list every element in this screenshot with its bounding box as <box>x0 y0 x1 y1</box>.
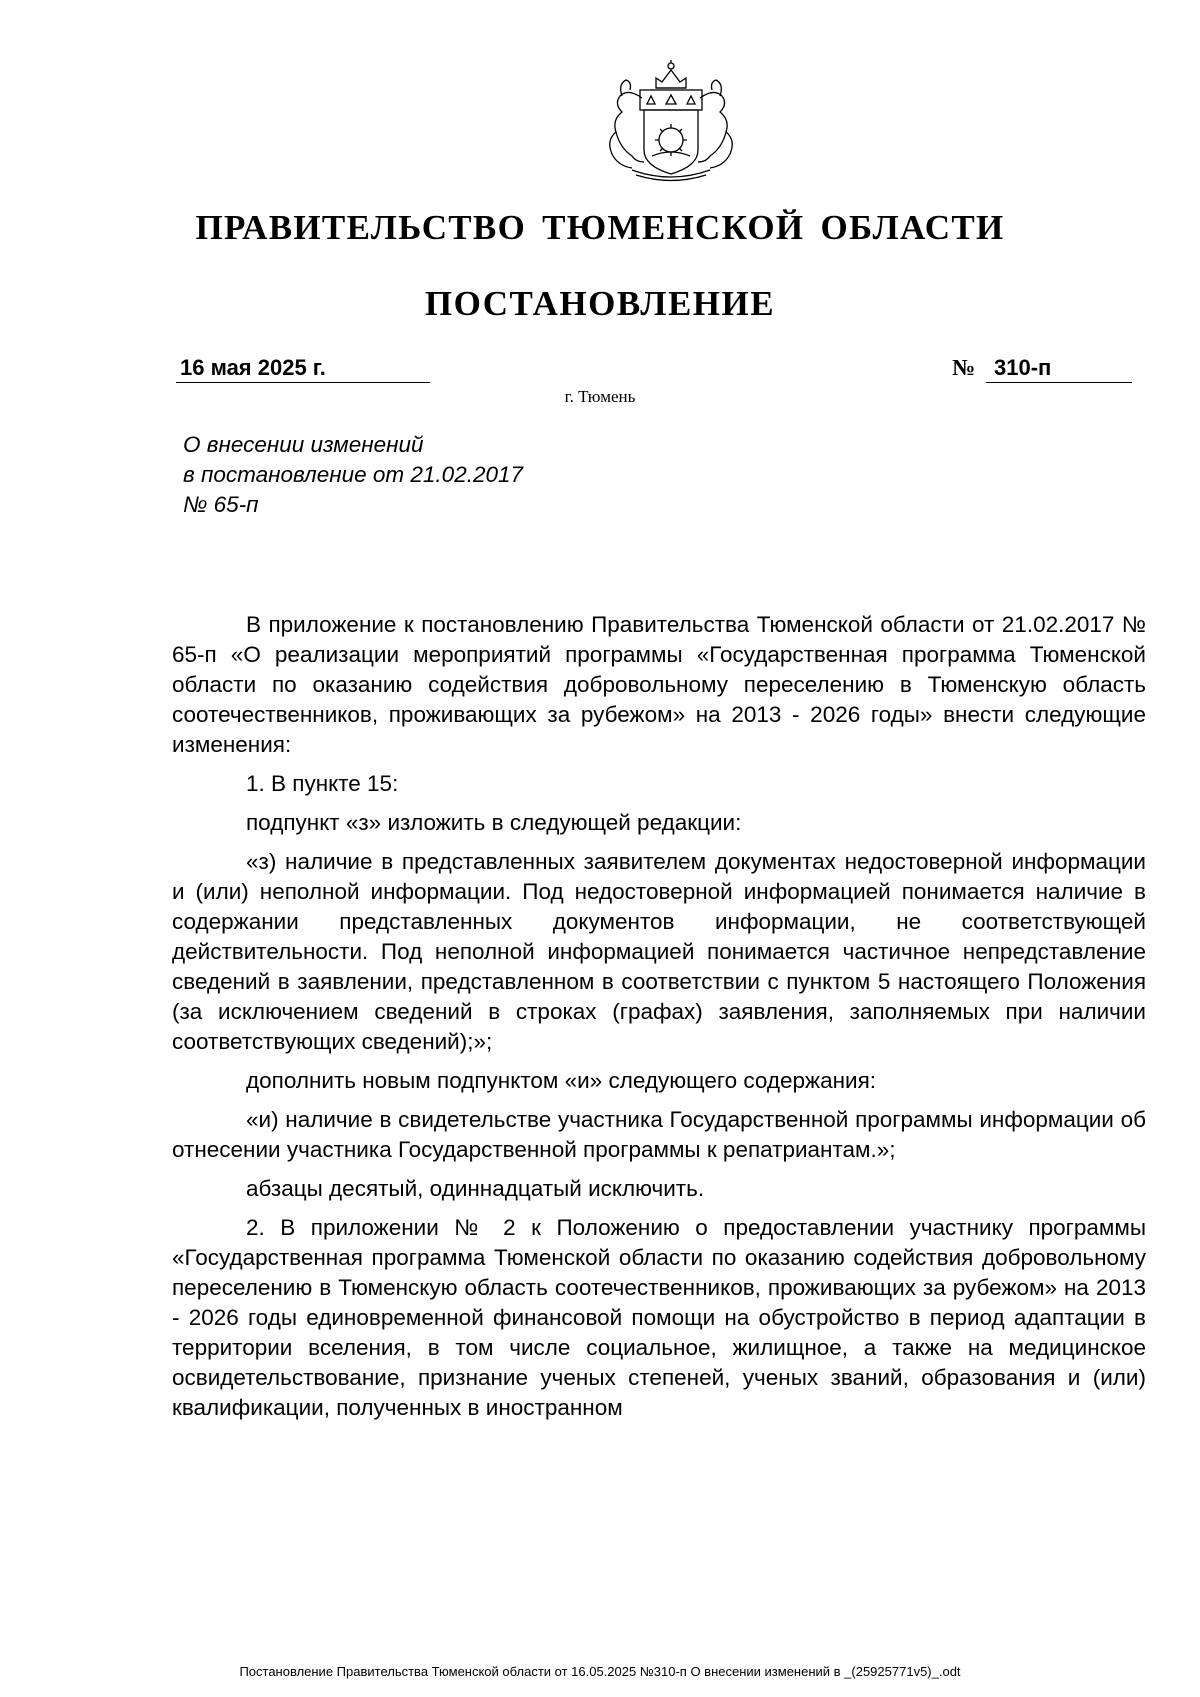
body-paragraph: 1. В пункте 15: <box>246 771 399 796</box>
page-footer: Постановление Правительства Тюменской области от 16.05.2025 №310-п О внесении изменений в _(25925771v5)_.odt <box>239 1664 961 1679</box>
body-paragraph: подпункт «з» изложить в следующей редакции: <box>246 810 742 835</box>
organization-title: ПРАВИТЕЛЬСТВО ТЮМЕНСКОЙ ОБЛАСТИ <box>195 208 1005 247</box>
body-paragraph: дополнить новым подпунктом «и» следующего содержания: <box>246 1068 877 1093</box>
body-paragraph: В приложение к постановлению Правительства Тюменской области от 21.02.2017 № 65-п «О реализации мероприятий программы «Государственная программа Тюменской области по оказанию содействия добровольному переселению в Тюменскую область соотечественников, проживающих за рубежом» на 2013 - 2026 годы» внести следующие изменения: <box>172 612 1146 757</box>
document-type-heading: ПОСТАНОВЛЕНИЕ <box>424 284 776 323</box>
subject-line: в постановление от 21.02.2017 <box>183 462 524 487</box>
city-label: г. Тюмень <box>564 387 636 406</box>
document-body <box>172 610 1146 1423</box>
document-date: 16 мая 2025 г. <box>180 355 326 380</box>
number-sign: № <box>952 355 976 380</box>
coat-of-arms-emblem <box>592 58 750 186</box>
body-paragraph: «з) наличие в представленных заявителем документах недостоверной информации и (или) неполной информации. Под недостоверной информацией понимается наличие в содержании представленных документов информации, не соответствующей действительности. Под неполной информацией понимается частичное непредставление сведений в заявлении, представленном в соответствии с пунктом 5 настоящего Положения (за исключением сведений в строках (графах) заявления, заполняемых при наличии соответствующих сведений);»; <box>172 849 1146 1054</box>
body-paragraph: абзацы десятый, одиннадцатый исключить. <box>246 1176 705 1201</box>
body-paragraph: 2. В приложении № 2 к Положению о предоставлении участнику программы «Государственная программа Тюменской области по оказанию содействия добровольному переселению в Тюменскую область соотечественников, проживающих за рубежом» на 2013 - 2026 годы единовременной финансовой помощи на обустройство в период адаптации в территории вселения, в том числе социальное, жилищное, а также на медицинское освидетельствование, признание ученых степеней, ученых званий, образования и (или) квалификации, полученных в иностранном <box>172 1215 1146 1420</box>
document-number: 310-п <box>994 355 1052 380</box>
subject-block <box>183 430 703 520</box>
body-paragraph: «и) наличие в свидетельстве участника Государственной программы информации об отнесении участника Государственной программы к репатриантам.»; <box>172 1107 1146 1162</box>
subject-line: № 65-п <box>183 492 259 517</box>
subject-line: О внесении изменений <box>183 432 424 457</box>
number-field <box>986 356 1132 383</box>
date-field <box>176 356 430 383</box>
